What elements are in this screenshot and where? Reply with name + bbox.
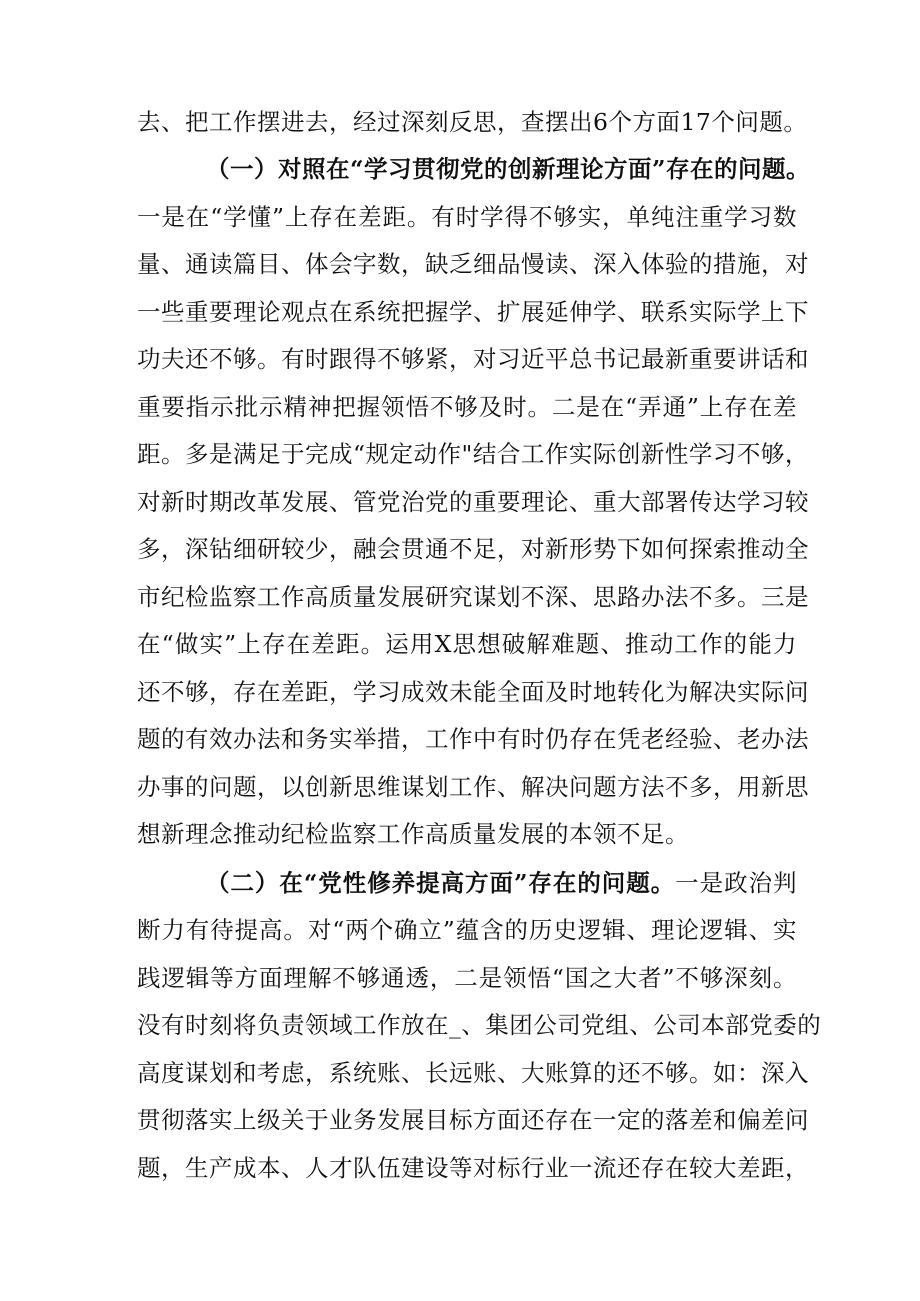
text-line: 一些重要理论观点在系统把握学、扩展延伸学、联系实际学上下 [137,298,809,326]
text-line: 距。多是满足于完成“规定动作"结合工作实际创新性学习不够， [137,440,809,468]
text-line: 功夫还不够。有时跟得不够紧，对习近平总书记最新重要讲话和 [137,345,809,373]
text-line: 一是在“学懂”上存在差距。有时学得不够实，单纯注重学习数 [137,203,797,231]
text-line: 贯彻落实上级关于业务发展目标方面还存在一定的落差和偏差问 [137,1106,809,1134]
text-line: 重要指示批示精神把握领悟不够及时。二是在“弄通”上存在差 [137,393,797,421]
text-line: 量、通读篇目、体会字数，缺乏细品慢读、深入体验的措施，对 [137,250,809,278]
text-line: 还不够，存在差距，学习成效未能全面及时地转化为解决实际问 [137,678,809,706]
text-line: 想新理念推动纪检监察工作高质量发展的本领不足。 [137,820,689,848]
text-line: 对新时期改革发展、管党治党的重要理论、重大部署传达学习较 [137,488,809,516]
text-line-content: 一是政治判 [675,869,797,897]
section-heading-1 [206,151,811,187]
text-line [137,104,808,140]
text-line: 多，深钻细研较少，融会贯通不足，对新形势下如何探索推动全 [137,535,809,563]
section-heading-2 [206,865,797,901]
text-line: 断力有待提高。对“两个确立”蕴含的历史逻辑、理论逻辑、实 [137,916,797,944]
section-heading-text: （二）在“党性修养提高方面”存在的问题。 [206,869,676,897]
section-heading-text: （一）对照在“学习贯彻党的创新理论方面”存在的问题。 [206,155,811,183]
text-line: 高度谋划和考虑，系统账、长远账、大账算的还不够。如：深入 [137,1059,809,1087]
text-line-content: 去、把工作摆进去，经过深刻反思，查摆出6个方面17个问题。 [137,108,808,136]
text-line: 在“做实”上存在差距。运用X思想破解难题、推动工作的能力 [137,630,797,658]
text-line: 市纪检监察工作高质量发展研究谋划不深、思路办法不多。三是 [137,583,809,611]
text-line: 题，生产成本、人才队伍建设等对标行业一流还存在较大差距， [137,1154,809,1182]
text-line: 践逻辑等方面理解不够通透，二是领悟“国之大者”不够深刻。 [137,964,797,992]
text-line: 没有时刻将负责领域工作放在_、集团公司党组、公司本部党委的 [137,1011,822,1039]
text-line: 题的有效办法和务实举措，工作中有时仍存在凭老经验、老办法 [137,725,809,753]
text-line: 办事的问题，以创新思维谋划工作、解决问题方法不多，用新思 [137,773,809,801]
